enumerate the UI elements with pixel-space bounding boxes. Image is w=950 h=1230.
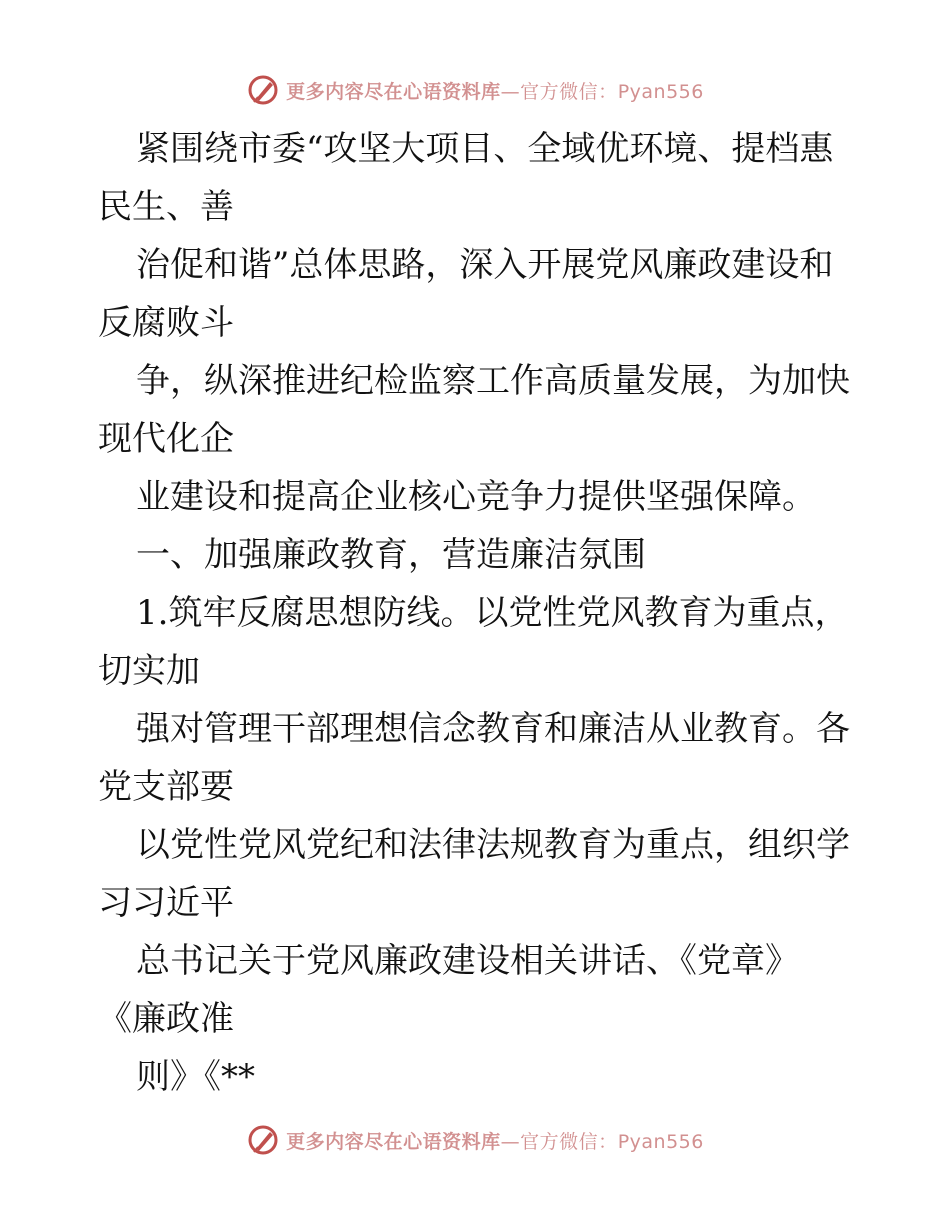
text-line: 民生、善 bbox=[98, 187, 234, 227]
watermark-brand: 更多内容尽在心语资料库 bbox=[286, 80, 501, 103]
text-line: 争，纵深推进纪检监察工作高质量发展，为加快 bbox=[136, 361, 850, 401]
quill-pen-circle-icon bbox=[246, 1123, 280, 1157]
text-line: 强对管理干部理想信念教育和廉洁从业教育。各 bbox=[136, 709, 850, 749]
watermark-text bbox=[286, 1127, 704, 1154]
text-line: 治促和谐”总体思路，深入开展党风廉政建设和 bbox=[136, 245, 834, 285]
watermark-wechat-id: Pyan556 bbox=[617, 1130, 704, 1153]
watermark-wechat-id: Pyan556 bbox=[617, 80, 704, 103]
text-line: 一、加强廉政教育，营造廉洁氛围 bbox=[136, 535, 646, 575]
watermark-text bbox=[286, 77, 704, 104]
text-line: 紧围绕市委“攻坚大项目、全域优环境、提档惠 bbox=[136, 129, 834, 169]
quill-pen-circle-icon bbox=[246, 73, 280, 107]
watermark-header bbox=[0, 70, 950, 110]
watermark-footer bbox=[0, 1120, 950, 1160]
text-line: 党支部要 bbox=[98, 767, 234, 807]
text-line: 则》《** bbox=[136, 1057, 255, 1097]
text-line: 现代化企 bbox=[98, 419, 234, 459]
watermark-wechat-label: 官方微信： bbox=[520, 1130, 618, 1153]
text-line: 以党性党风党纪和法律法规教育为重点，组织学 bbox=[136, 825, 850, 865]
watermark-dash: — bbox=[500, 1130, 521, 1153]
text-line: 切实加 bbox=[98, 651, 200, 691]
text-line: 业建设和提高企业核心竞争力提供坚强保障。 bbox=[136, 477, 816, 517]
document-body bbox=[98, 120, 858, 1106]
text-line: 反腐败斗 bbox=[98, 303, 234, 343]
watermark-brand: 更多内容尽在心语资料库 bbox=[286, 1130, 501, 1153]
text-line: 总书记关于党风廉政建设相关讲话、《党章》 bbox=[136, 941, 799, 981]
text-line: 《廉政准 bbox=[98, 999, 234, 1039]
watermark-wechat-label: 官方微信： bbox=[520, 80, 618, 103]
watermark-dash: — bbox=[500, 80, 521, 103]
text-line: 1.筑牢反腐思想防线。以党性党风教育为重点， bbox=[136, 593, 849, 633]
text-line: 习习近平 bbox=[98, 883, 234, 923]
